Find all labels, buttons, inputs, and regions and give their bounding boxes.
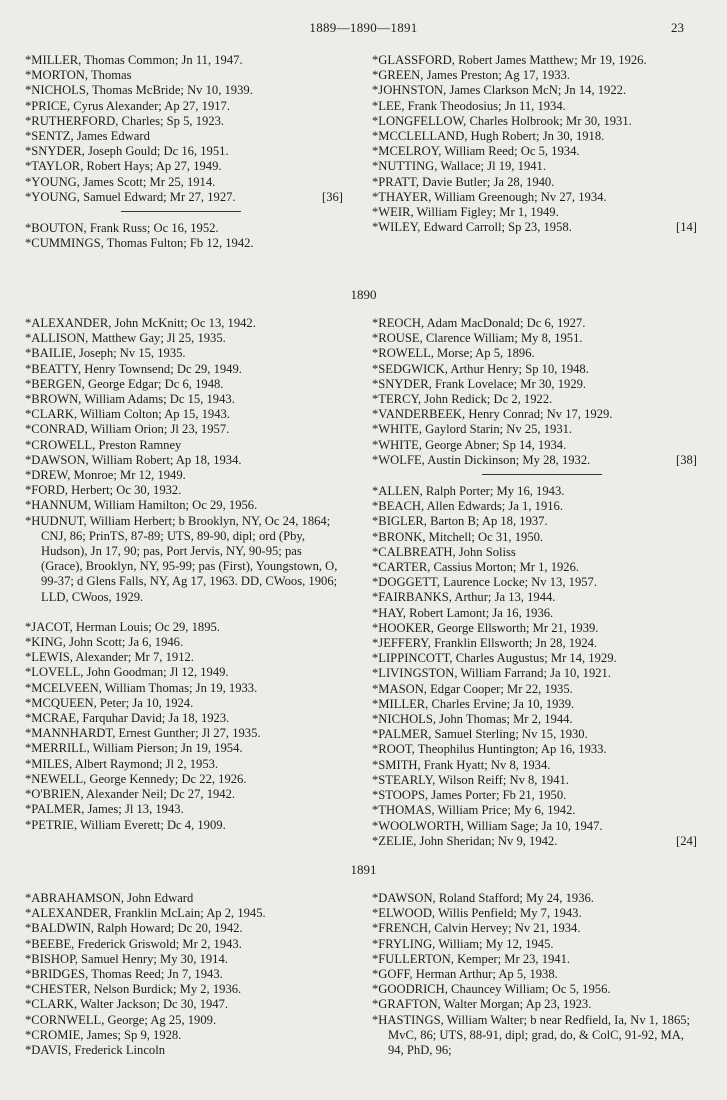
register-entry: *SEDGWICK, Arthur Henry; Sp 10, 1948. xyxy=(372,361,589,376)
page-number: 23 xyxy=(671,20,684,35)
register-entry: *STEARLY, Wilson Reiff; Nv 8, 1941. xyxy=(372,772,569,787)
section-divider xyxy=(121,211,241,212)
register-entry: *MERRILL, William Pierson; Jn 19, 1954. xyxy=(25,741,243,756)
register-entry: *THOMAS, William Price; My 6, 1942. xyxy=(372,803,576,818)
register-entry: *WILEY, Edward Carroll; Sp 23, 1958. [14] xyxy=(372,220,697,235)
register-entry: *BRONK, Mitchell; Oc 31, 1950. xyxy=(372,529,544,544)
register-entry: *DREW, Monroe; Mr 12, 1949. xyxy=(25,468,186,483)
class-1889-right-column xyxy=(372,53,697,235)
register-entry: *ELWOOD, Willis Penfield; My 7, 1943. xyxy=(372,906,582,921)
register-entry: *HOOKER, George Ellsworth; Mr 21, 1939. xyxy=(372,620,599,635)
register-entry: *DAWSON, William Robert; Ap 18, 1934. xyxy=(25,452,242,467)
register-entry: *ALLISON, Matthew Gay; Jl 25, 1935. xyxy=(25,331,226,346)
register-entry: *NICHOLS, Thomas McBride; Nv 10, 1939. xyxy=(25,83,253,98)
register-entry: *WOOLWORTH, William Sage; Ja 10, 1947. xyxy=(372,818,603,833)
register-entry: *SNYDER, Joseph Gould; Dc 16, 1951. xyxy=(25,144,229,159)
class-1890-left-column xyxy=(25,316,343,833)
entry-count: [36] xyxy=(322,189,343,204)
register-entry: *SNYDER, Frank Lovelace; Mr 30, 1929. xyxy=(372,376,587,391)
register-entry: *CORNWELL, George; Ag 25, 1909. xyxy=(25,1012,217,1027)
register-entry: *PALMER, James; Jl 13, 1943. xyxy=(25,802,184,817)
class-year-heading-1890: 1890 xyxy=(350,287,377,302)
register-entry: *HANNUM, William Hamilton; Oc 29, 1956. xyxy=(25,498,258,513)
register-entry: *REOCH, Adam MacDonald; Dc 6, 1927. xyxy=(372,316,586,330)
register-entry: *WOLFE, Austin Dickinson; My 28, 1932. [38] xyxy=(372,452,697,467)
register-entry: *PALMER, Samuel Sterling; Nv 15, 1930. xyxy=(372,727,588,742)
register-entry: *BEEBE, Frederick Griswold; Mr 2, 1943. xyxy=(25,936,242,951)
section-divider xyxy=(482,474,602,475)
class-1890-right-column xyxy=(372,316,697,849)
page-header-years: 1889—1890—1891 xyxy=(309,20,418,35)
register-entry: *HUDNUT, William Herbert; b Brooklyn, NY, Oc 24, 1864; CNJ, 86; PrinTS, 87-89; UTS, 89-90, dipl; ord (Pby, Hudson), Jn 17, 90; pas, Port Jervis, NY, 90-95; pas (Grace), Brooklyn, NY, 95-99; pas (First), Youngstown, O, 99-37; d Glens Falls, NY, Ag 17, 1963. DD, CWoos, 1906; LLD, CWoos, 1929. xyxy=(25,513,338,604)
register-entry: *FRYLING, William; My 12, 1945. xyxy=(372,936,554,951)
register-entry: *BEATTY, Henry Townsend; Dc 29, 1949. xyxy=(25,361,242,376)
register-entry: *MORTON, Thomas xyxy=(25,68,132,83)
register-entry: *MILLER, Thomas Common; Jn 11, 1947. xyxy=(25,53,243,67)
register-entry: *BIGLER, Barton B; Ap 18, 1937. xyxy=(372,514,548,529)
register-entry: *GLASSFORD, Robert James Matthew; Mr 19, 1926. xyxy=(372,53,647,67)
register-entry: *JEFFERY, Franklin Ellsworth; Jn 28, 1924. xyxy=(372,636,598,651)
register-entry: *ROWELL, Morse; Ap 5, 1896. xyxy=(372,346,535,361)
register-entry: *CLARK, William Colton; Ap 15, 1943. xyxy=(25,407,230,422)
register-entry: *O'BRIEN, Alexander Neil; Dc 27, 1942. xyxy=(25,787,236,802)
entry-count: [24] xyxy=(676,833,697,848)
register-entry: *MANNHARDT, Ernest Gunther; Jl 27, 1935. xyxy=(25,726,261,741)
register-entry: *JOHNSTON, James Clarkson McN; Jn 14, 1922. xyxy=(372,83,627,98)
register-entry: *MCELVEEN, William Thomas; Jn 19, 1933. xyxy=(25,680,258,695)
register-entry: *KING, John Scott; Ja 6, 1946. xyxy=(25,635,184,650)
register-entry: *YOUNG, Samuel Edward; Mr 27, 1927. [36] xyxy=(25,189,343,204)
register-entry: *PETRIE, William Everett; Dc 4, 1909. xyxy=(25,817,226,832)
register-entry: *ALEXANDER, Franklin McLain; Ap 2, 1945. xyxy=(25,906,266,921)
register-entry: *TAYLOR, Robert Hays; Ap 27, 1949. xyxy=(25,159,222,174)
register-entry: *RUTHERFORD, Charles; Sp 5, 1923. xyxy=(25,113,225,128)
register-entry: *BROWN, William Adams; Dc 15, 1943. xyxy=(25,392,235,407)
register-entry: *MILES, Albert Raymond; Jl 2, 1953. xyxy=(25,756,219,771)
class-1891-right-column xyxy=(372,891,697,1058)
register-entry: *WHITE, George Abner; Sp 14, 1934. xyxy=(372,437,567,452)
register-entry: *MCELROY, William Reed; Oc 5, 1934. xyxy=(372,144,580,159)
register-entry: *NICHOLS, John Thomas; Mr 2, 1944. xyxy=(372,712,573,727)
entry-count: [14] xyxy=(676,220,697,235)
register-entry: *GOFF, Herman Arthur; Ap 5, 1938. xyxy=(372,967,558,982)
register-entry: *CROMIE, James; Sp 9, 1928. xyxy=(25,1027,182,1042)
register-entry: *CONRAD, William Orion; Jl 23, 1957. xyxy=(25,422,230,437)
class-1891-left-column xyxy=(25,891,343,1058)
class-1889-left-column xyxy=(25,53,343,251)
register-entry: *BERGEN, George Edgar; Dc 6, 1948. xyxy=(25,376,224,391)
register-entry: *LIVINGSTON, William Farrand; Ja 10, 1921. xyxy=(372,666,611,681)
register-entry: *ROOT, Theophilus Huntington; Ap 16, 1933. xyxy=(372,742,607,757)
register-entry: *DAVIS, Frederick Lincoln xyxy=(25,1043,166,1058)
register-entry: *GREEN, James Preston; Ag 17, 1933. xyxy=(372,68,570,83)
register-entry: *ALLEN, Ralph Porter; My 16, 1943. xyxy=(372,484,565,499)
register-entry: *MILLER, Charles Ervine; Ja 10, 1939. xyxy=(372,696,575,711)
register-entry: *BAILIE, Joseph; Nv 15, 1935. xyxy=(25,346,186,361)
register-entry: *HAY, Robert Lamont; Ja 16, 1936. xyxy=(372,605,554,620)
register-entry: *NUTTING, Wallace; Jl 19, 1941. xyxy=(372,159,546,174)
class-year-heading-1891: 1891 xyxy=(350,862,377,877)
register-entry: *CLARK, Walter Jackson; Dc 30, 1947. xyxy=(25,997,229,1012)
register-entry: *GRAFTON, Walter Morgan; Ap 23, 1923. xyxy=(372,997,592,1012)
register-entry: *ROUSE, Clarence William; My 8, 1951. xyxy=(372,331,583,346)
register-entry: *HASTINGS, William Walter; b near Redfield, Ia, Nv 1, 1865; MvC, 86; UTS, 88-91, dipl; grad, do, & ColC, 91-92, MA, 94, PhD, 96; xyxy=(372,1012,691,1058)
register-entry: *MCQUEEN, Peter; Ja 10, 1924. xyxy=(25,695,194,710)
register-entry: *SMITH, Frank Hyatt; Nv 8, 1934. xyxy=(372,757,551,772)
register-entry: *CHESTER, Nelson Burdick; My 2, 1936. xyxy=(25,982,242,997)
register-entry: *SENTZ, James Edward xyxy=(25,129,150,144)
entry-count: [38] xyxy=(676,452,697,467)
register-entry: *DOGGETT, Laurence Locke; Nv 13, 1957. xyxy=(372,575,597,590)
register-entry: *LEE, Frank Theodosius; Jn 11, 1934. xyxy=(372,98,566,113)
register-entry: *BOUTON, Frank Russ; Oc 16, 1952. xyxy=(25,221,219,236)
register-entry: *WEIR, William Figley; Mr 1, 1949. xyxy=(372,205,559,220)
register-entry: *LONGFELLOW, Charles Holbrook; Mr 30, 1931. xyxy=(372,113,632,128)
register-entry: *FAIRBANKS, Arthur; Ja 13, 1944. xyxy=(372,590,556,605)
register-entry: *ABRAHAMSON, John Edward xyxy=(25,891,194,905)
register-entry: *FULLERTON, Kemper; Mr 23, 1941. xyxy=(372,951,571,966)
register-entry: *ZELIE, John Sheridan; Nv 9, 1942. [24] xyxy=(372,833,697,848)
register-entry: *STOOPS, James Porter; Fb 21, 1950. xyxy=(372,788,567,803)
register-entry: *BEACH, Allen Edwards; Ja 1, 1916. xyxy=(372,499,563,514)
register-entry: *FORD, Herbert; Oc 30, 1932. xyxy=(25,483,182,498)
register-entry: *NEWELL, George Kennedy; Dc 22, 1926. xyxy=(25,771,247,786)
register-entry: *BISHOP, Samuel Henry; My 30, 1914. xyxy=(25,951,228,966)
register-entry: *YOUNG, James Scott; Mr 25, 1914. xyxy=(25,174,216,189)
register-entry: *BALDWIN, Ralph Howard; Dc 20, 1942. xyxy=(25,921,243,936)
register-entry: *DAWSON, Roland Stafford; My 24, 1936. xyxy=(372,891,594,905)
register-entry: *LIPPINCOTT, Charles Augustus; Mr 14, 1929. xyxy=(372,651,617,666)
register-entry: *FRENCH, Calvin Hervey; Nv 21, 1934. xyxy=(372,921,581,936)
register-entry: *MCRAE, Farquhar David; Ja 18, 1923. xyxy=(25,711,230,726)
register-entry: *LOVELL, John Goodman; Jl 12, 1949. xyxy=(25,665,229,680)
register-entry: *BRIDGES, Thomas Reed; Jn 7, 1943. xyxy=(25,967,223,982)
register-entry: *CROWELL, Preston Ramney xyxy=(25,437,182,452)
register-entry: *PRICE, Cyrus Alexander; Ap 27, 1917. xyxy=(25,98,230,113)
register-entry: *CARTER, Cassius Morton; Mr 1, 1926. xyxy=(372,560,580,575)
register-entry: *PRATT, Davie Butler; Ja 28, 1940. xyxy=(372,174,555,189)
register-entry: *CUMMINGS, Thomas Fulton; Fb 12, 1942. xyxy=(25,236,254,251)
register-entry: *JACOT, Herman Louis; Oc 29, 1895. xyxy=(25,619,220,634)
register-entry: *TERCY, John Redick; Dc 2, 1922. xyxy=(372,392,553,407)
register-entry: *CALBREATH, John Soliss xyxy=(372,544,516,559)
register-entry: *WHITE, Gaylord Starin; Nv 25, 1931. xyxy=(372,422,573,437)
register-entry: *ALEXANDER, John McKnitt; Oc 13, 1942. xyxy=(25,316,256,330)
register-entry: *LEWIS, Alexander; Mr 7, 1912. xyxy=(25,650,194,665)
register-entry: *VANDERBEEK, Henry Conrad; Nv 17, 1929. xyxy=(372,407,613,422)
register-entry: *MASON, Edgar Cooper; Mr 22, 1935. xyxy=(372,681,573,696)
register-entry: *GOODRICH, Chauncey William; Oc 5, 1956. xyxy=(372,982,611,997)
register-entry: *THAYER, William Greenough; Nv 27, 1934. xyxy=(372,189,607,204)
register-entry: *MCCLELLAND, Hugh Robert; Jn 30, 1918. xyxy=(372,129,605,144)
